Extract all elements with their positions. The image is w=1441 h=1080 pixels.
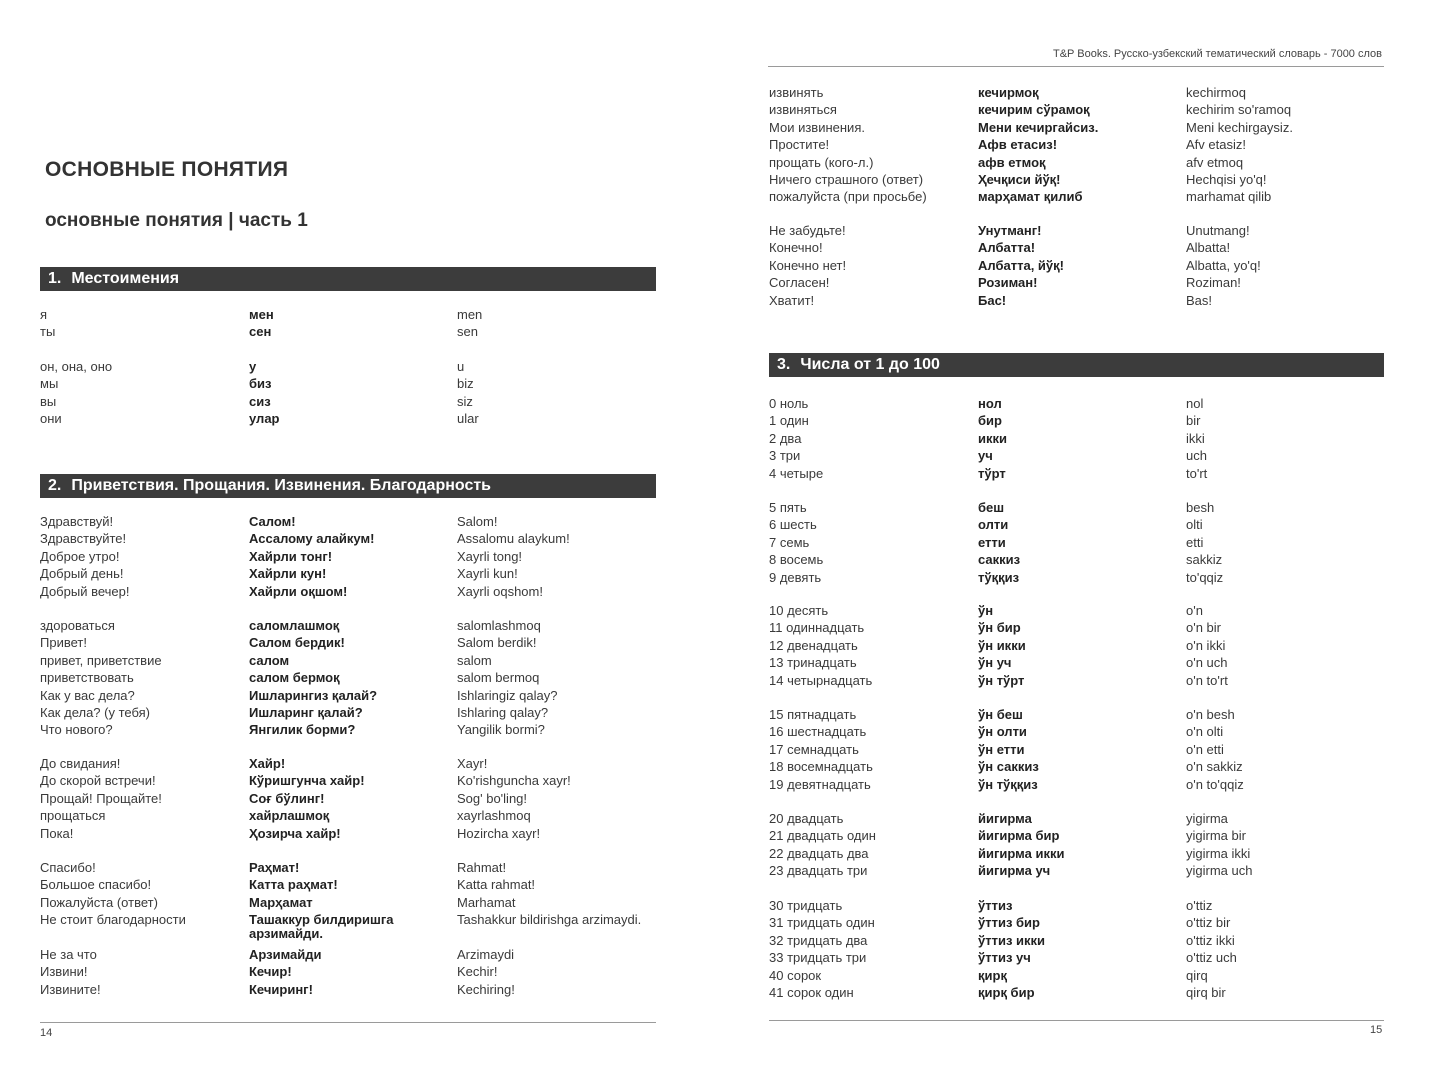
uzbek-latin-term: o'ttiz bir bbox=[1186, 915, 1231, 931]
uzbek-cyrillic-term: қирқ bbox=[978, 967, 1007, 983]
uzbek-cyrillic-term: ўн олти bbox=[978, 724, 1027, 740]
uzbek-latin-term: Kechiring! bbox=[457, 981, 515, 997]
uzbek-latin-term: Afv etasiz! bbox=[1186, 137, 1246, 153]
uzbek-latin-term: Ishlaringiz qalay? bbox=[457, 687, 558, 703]
uzbek-cyrillic-term: йигирма уч bbox=[978, 863, 1051, 879]
russian-term: Не стоит благодарности bbox=[40, 912, 186, 927]
russian-term: Пожалуйста (ответ) bbox=[40, 894, 158, 910]
uzbek-cyrillic-term: сен bbox=[249, 324, 272, 340]
russian-term: Здравствуй! bbox=[40, 514, 114, 529]
uzbek-latin-term: Roziman! bbox=[1186, 275, 1241, 291]
russian-term: ты bbox=[40, 324, 56, 340]
right-page bbox=[720, 0, 1441, 1080]
uzbek-cyrillic-term: Хайрли оқшом! bbox=[249, 583, 348, 599]
uzbek-latin-term: Albatta, yo'q! bbox=[1186, 257, 1261, 273]
uzbek-cyrillic-term: Ассалому алайкум! bbox=[249, 531, 375, 547]
uzbek-cyrillic-term: Розиман! bbox=[978, 275, 1038, 291]
uzbek-latin-term: Assalomu alaykum! bbox=[457, 531, 570, 547]
uzbek-cyrillic-term: олти bbox=[978, 517, 1009, 533]
uzbek-latin-term: marhamat qilib bbox=[1186, 189, 1272, 205]
russian-term: До скорой встречи! bbox=[40, 773, 156, 789]
uzbek-cyrillic-term: Албатта, йўқ! bbox=[978, 257, 1064, 273]
section-number: 2. bbox=[48, 477, 62, 494]
uzbek-latin-term: Salom! bbox=[457, 514, 498, 529]
uzbek-latin-term: bir bbox=[1186, 413, 1201, 429]
uzbek-latin-term: o'n bbox=[1186, 603, 1203, 618]
russian-term: Добрый день! bbox=[40, 566, 124, 582]
russian-term: здороваться bbox=[40, 618, 115, 633]
uzbek-cyrillic-term: хайрлашмоқ bbox=[249, 808, 330, 824]
uzbek-latin-term: Meni kechirgaysiz. bbox=[1186, 119, 1293, 135]
uzbek-latin-term: qirq bbox=[1186, 967, 1208, 983]
russian-term: 16 шестнадцать bbox=[769, 724, 867, 740]
header-rule bbox=[768, 66, 1384, 67]
uzbek-cyrillic-term: ўн бир bbox=[978, 620, 1021, 636]
russian-term: 4 четыре bbox=[769, 465, 824, 481]
uzbek-latin-term: Kechir! bbox=[457, 964, 498, 980]
russian-term: 19 девятнадцать bbox=[769, 776, 871, 792]
section-title: Местоимения bbox=[71, 270, 180, 287]
russian-term: 41 сорок один bbox=[769, 984, 854, 1000]
uzbek-latin-term: kechirim so'ramoq bbox=[1186, 102, 1292, 118]
russian-term: я bbox=[40, 307, 48, 322]
uzbek-latin-term: Xayrli kun! bbox=[457, 566, 518, 582]
uzbek-latin-term: yigirma ikki bbox=[1186, 845, 1251, 861]
uzbek-latin-term: xayrlashmoq bbox=[457, 808, 531, 824]
uzbek-latin-term: o'n besh bbox=[1186, 707, 1235, 722]
uzbek-cyrillic-term: ўн саккиз bbox=[978, 759, 1039, 775]
uzbek-cyrillic-term: кечирим сўрамоқ bbox=[978, 102, 1090, 118]
uzbek-cyrillic-term: ўттиз бир bbox=[978, 915, 1040, 931]
uzbek-cyrillic-term: ўн тўққиз bbox=[978, 776, 1038, 792]
uzbek-latin-term: Marhamat bbox=[457, 894, 516, 910]
russian-term: приветствовать bbox=[40, 670, 134, 686]
uzbek-latin-term: o'n sakkiz bbox=[1186, 759, 1243, 775]
uzbek-cyrillic-term: ўттиз уч bbox=[978, 950, 1031, 966]
uzbek-cyrillic-term: ўттиз икки bbox=[978, 932, 1046, 948]
russian-term: 33 тридцать три bbox=[769, 950, 867, 966]
russian-term: извинять bbox=[769, 85, 824, 100]
uzbek-cyrillic-term: марҳамат қилиб bbox=[978, 189, 1083, 205]
russian-term: Конечно нет! bbox=[769, 257, 847, 273]
uzbek-latin-term: o'n olti bbox=[1186, 724, 1224, 740]
uzbek-cyrillic-term: Хайрли кун! bbox=[249, 566, 327, 582]
uzbek-latin-term: Sog' bo'ling! bbox=[457, 790, 528, 806]
uzbek-cyrillic-term: етти bbox=[978, 534, 1006, 550]
uzbek-cyrillic-term: ўн bbox=[978, 603, 994, 618]
russian-term: 13 тринадцать bbox=[769, 655, 857, 671]
russian-term: Спасибо! bbox=[40, 860, 96, 875]
page-subtitle: основные понятия | часть 1 bbox=[45, 210, 308, 231]
uzbek-cyrillic-term: Кечир! bbox=[249, 964, 292, 980]
section-title: Числа от 1 до 100 bbox=[800, 356, 940, 373]
uzbek-latin-term: o'n to'rt bbox=[1186, 672, 1228, 688]
russian-term: Добрый вечер! bbox=[40, 583, 130, 599]
russian-term: Не за что bbox=[40, 947, 97, 962]
uzbek-cyrillic-term: икки bbox=[978, 430, 1007, 446]
uzbek-latin-term: yigirma uch bbox=[1186, 863, 1253, 879]
uzbek-cyrillic-term: тўрт bbox=[978, 465, 1006, 481]
uzbek-latin-term: o'n uch bbox=[1186, 655, 1228, 671]
left-page bbox=[0, 0, 720, 1080]
uzbek-cyrillic-term: ўн уч bbox=[978, 655, 1012, 671]
russian-term: 30 тридцать bbox=[769, 898, 843, 913]
russian-term: До свидания! bbox=[40, 756, 121, 771]
russian-term: Ничего страшного (ответ) bbox=[769, 171, 924, 187]
uzbek-cyrillic-term: тўққиз bbox=[978, 569, 1020, 585]
russian-term: Прощай! Прощайте! bbox=[40, 790, 162, 806]
uzbek-cyrillic-term: Бас! bbox=[978, 292, 1007, 308]
uzbek-latin-term: ular bbox=[457, 411, 479, 427]
uzbek-latin-term: Yangilik bormi? bbox=[457, 722, 545, 738]
uzbek-latin-term: o'ttiz ikki bbox=[1186, 932, 1235, 948]
russian-term: 5 пять bbox=[769, 500, 807, 515]
uzbek-cyrillic-term: биз bbox=[249, 376, 272, 392]
russian-term: 40 сорок bbox=[769, 967, 822, 983]
uzbek-latin-term: Hozircha xayr! bbox=[457, 825, 541, 841]
uzbek-latin-term: biz bbox=[457, 376, 474, 392]
uzbek-latin-term: o'ttiz bbox=[1186, 898, 1213, 913]
uzbek-latin-term: Arzimaydi bbox=[457, 947, 515, 962]
uzbek-cyrillic-term: йигирма бир bbox=[978, 828, 1060, 844]
uzbek-latin-term: Xayr! bbox=[457, 756, 488, 771]
russian-term: 2 два bbox=[769, 430, 802, 446]
uzbek-cyrillic-term: Ҳечқиси йўқ! bbox=[978, 171, 1061, 187]
russian-term: 6 шесть bbox=[769, 517, 817, 533]
section-1-header bbox=[40, 267, 656, 291]
russian-term: 7 семь bbox=[769, 534, 810, 550]
section-number: 3. bbox=[777, 356, 791, 373]
russian-term: 14 четырнадцать bbox=[769, 672, 873, 688]
uzbek-latin-term: Rahmat! bbox=[457, 860, 507, 875]
uzbek-cyrillic-term: Ишларингиз қалай? bbox=[249, 687, 378, 703]
uzbek-latin-term: Tashakkur bildirishga arzimaydi. bbox=[457, 912, 642, 927]
russian-term: прощаться bbox=[40, 808, 106, 824]
russian-term: Что нового? bbox=[40, 722, 113, 738]
page-number: 14 bbox=[40, 1027, 53, 1039]
russian-term: 32 тридцать два bbox=[769, 932, 868, 948]
russian-term: 0 ноль bbox=[769, 396, 809, 411]
uzbek-cyrillic-term: қирқ бир bbox=[978, 984, 1035, 1000]
uzbek-latin-term: men bbox=[457, 307, 483, 322]
section-2-header bbox=[40, 474, 656, 498]
uzbek-latin-term: salom bermoq bbox=[457, 670, 540, 686]
running-header: T&P Books. Русско-узбекский тематический словарь - 7000 слов bbox=[1053, 48, 1382, 60]
uzbek-latin-term: Ko'rishguncha xayr! bbox=[457, 773, 571, 789]
uzbek-cyrillic-term: мен bbox=[249, 307, 274, 322]
uzbek-cyrillic-term: уч bbox=[978, 448, 993, 464]
uzbek-cyrillic-term: Албатта! bbox=[978, 240, 1036, 256]
uzbek-cyrillic-term: Мени кечиргайсиз. bbox=[978, 119, 1099, 135]
uzbek-cyrillic-term: йигирма икки bbox=[978, 845, 1065, 861]
russian-term: прощать (кого-л.) bbox=[769, 154, 874, 170]
uzbek-latin-term: qirq bir bbox=[1186, 984, 1226, 1000]
uzbek-latin-term: Bas! bbox=[1186, 292, 1213, 308]
section-3-header bbox=[769, 353, 1384, 377]
uzbek-cyrillic-term: саккиз bbox=[978, 552, 1021, 568]
russian-term: Не забудьте! bbox=[769, 223, 846, 238]
uzbek-cyrillic-term: ўн икки bbox=[978, 637, 1026, 653]
russian-term: Привет! bbox=[40, 635, 87, 651]
russian-term: Простите! bbox=[769, 137, 830, 153]
uzbek-cyrillic-term: Ташаккур билдиришга арзимайди. bbox=[249, 912, 394, 941]
russian-term: пожалуйста (при просьбе) bbox=[769, 189, 927, 205]
russian-term: 20 двадцать bbox=[769, 811, 844, 826]
russian-term: 10 десять bbox=[769, 603, 829, 618]
uzbek-latin-term: kechirmoq bbox=[1186, 85, 1246, 100]
russian-term: Мои извинения. bbox=[769, 119, 865, 135]
page-number: 15 bbox=[1370, 1024, 1383, 1036]
russian-term: 21 двадцать один bbox=[769, 828, 876, 844]
page-title: ОСНОВНЫЕ ПОНЯТИЯ bbox=[45, 158, 289, 181]
uzbek-cyrillic-term: Ишларинг қалай? bbox=[249, 704, 363, 720]
uzbek-latin-term: besh bbox=[1186, 500, 1215, 515]
uzbek-cyrillic-term: Унутманг! bbox=[978, 223, 1042, 238]
uzbek-cyrillic-term: ўттиз bbox=[978, 898, 1013, 913]
uzbek-cyrillic-term: Арзимайди bbox=[249, 947, 322, 962]
footer-rule bbox=[769, 1020, 1384, 1021]
russian-term: вы bbox=[40, 393, 57, 409]
russian-term: 1 один bbox=[769, 413, 809, 429]
uzbek-cyrillic-term: ўн беш bbox=[978, 707, 1023, 722]
uzbek-cyrillic-term: у bbox=[249, 359, 257, 374]
uzbek-cyrillic-term: беш bbox=[978, 500, 1005, 515]
uzbek-cyrillic-term: сиз bbox=[249, 393, 271, 409]
uzbek-cyrillic-term: Янгилик борми? bbox=[249, 722, 356, 738]
uzbek-latin-term: to'qqiz bbox=[1186, 569, 1224, 585]
uzbek-cyrillic-term: Хайрли тонг! bbox=[249, 548, 333, 564]
russian-term: 9 девять bbox=[769, 569, 822, 585]
uzbek-cyrillic-term: салом бермоқ bbox=[249, 670, 340, 686]
uzbek-latin-term: Salom berdik! bbox=[457, 635, 537, 651]
uzbek-latin-term: Albatta! bbox=[1186, 240, 1231, 256]
uzbek-cyrillic-term: Кўришгунча хайр! bbox=[249, 773, 365, 789]
uzbek-latin-term: Unutmang! bbox=[1186, 223, 1250, 238]
russian-term: Пока! bbox=[40, 825, 74, 841]
uzbek-cyrillic-term: Салом бердик! bbox=[249, 635, 345, 651]
uzbek-cyrillic-term: улар bbox=[249, 411, 280, 427]
uzbek-latin-term: siz bbox=[457, 393, 473, 409]
uzbek-cyrillic-term: бир bbox=[978, 413, 1002, 429]
uzbek-latin-term: uch bbox=[1186, 448, 1207, 464]
russian-term: 11 одиннадцать bbox=[769, 620, 865, 636]
russian-term: 18 восемнадцать bbox=[769, 759, 873, 775]
russian-term: Извини! bbox=[40, 964, 88, 980]
uzbek-latin-term: o'n bir bbox=[1186, 620, 1222, 636]
russian-term: Извините! bbox=[40, 981, 101, 997]
russian-term: Как у вас дела? bbox=[40, 687, 135, 703]
uzbek-cyrillic-term: саломлашмоқ bbox=[249, 618, 340, 633]
uzbek-latin-term: o'ttiz uch bbox=[1186, 950, 1237, 966]
uzbek-cyrillic-term: Марҳамат bbox=[249, 894, 313, 910]
russian-term: Как дела? (у тебя) bbox=[40, 704, 151, 720]
uzbek-latin-term: u bbox=[457, 359, 465, 374]
uzbek-latin-term: Hechqisi yo'q! bbox=[1186, 171, 1267, 187]
uzbek-latin-term: nol bbox=[1186, 396, 1204, 411]
russian-term: Согласен! bbox=[769, 275, 830, 291]
russian-term: 8 восемь bbox=[769, 552, 824, 568]
russian-term: 17 семнадцать bbox=[769, 741, 859, 757]
uzbek-latin-term: sakkiz bbox=[1186, 552, 1223, 568]
uzbek-cyrillic-term: Соғ бўлинг! bbox=[249, 790, 325, 806]
russian-term: 3 три bbox=[769, 448, 801, 464]
russian-term: Большое спасибо! bbox=[40, 877, 152, 893]
uzbek-latin-term: o'n ikki bbox=[1186, 637, 1226, 653]
uzbek-cyrillic-term: йигирма bbox=[978, 811, 1032, 826]
russian-term: 12 двенадцать bbox=[769, 637, 858, 653]
russian-term: 22 двадцать два bbox=[769, 845, 869, 861]
russian-term: он, она, оно bbox=[40, 359, 113, 374]
uzbek-latin-term: Katta rahmat! bbox=[457, 877, 536, 893]
uzbek-cyrillic-term: ўн тўрт bbox=[978, 672, 1025, 688]
uzbek-cyrillic-term: Ҳозирча хайр! bbox=[249, 825, 341, 841]
russian-term: 23 двадцать три bbox=[769, 863, 868, 879]
uzbek-cyrillic-term: Катта раҳмат! bbox=[249, 877, 338, 893]
uzbek-latin-term: afv etmoq bbox=[1186, 154, 1244, 170]
uzbek-cyrillic-term: нол bbox=[978, 396, 1002, 411]
uzbek-cyrillic-term: Кечиринг! bbox=[249, 981, 313, 997]
uzbek-latin-term: ikki bbox=[1186, 430, 1205, 446]
russian-term: 31 тридцать один bbox=[769, 915, 875, 931]
uzbek-latin-term: yigirma bir bbox=[1186, 828, 1246, 844]
uzbek-cyrillic-term: кечирмоқ bbox=[978, 85, 1039, 100]
uzbek-cyrillic-term: Раҳмат! bbox=[249, 860, 300, 875]
russian-term: Конечно! bbox=[769, 240, 823, 256]
uzbek-latin-term: yigirma bbox=[1186, 811, 1228, 826]
uzbek-cyrillic-term: ўн етти bbox=[978, 741, 1025, 757]
russian-term: Здравствуйте! bbox=[40, 531, 127, 547]
uzbek-latin-term: olti bbox=[1186, 517, 1203, 533]
uzbek-latin-term: Ishlaring qalay? bbox=[457, 704, 549, 720]
uzbek-latin-term: salom bbox=[457, 652, 492, 668]
russian-term: Хватит! bbox=[769, 292, 815, 308]
uzbek-latin-term: etti bbox=[1186, 534, 1204, 550]
russian-term: они bbox=[40, 411, 62, 427]
russian-term: 15 пятнадцать bbox=[769, 707, 857, 722]
russian-term: извиняться bbox=[769, 102, 837, 118]
russian-term: привет, приветствие bbox=[40, 652, 162, 668]
uzbek-cyrillic-term: афв етмоқ bbox=[978, 154, 1046, 170]
russian-term: мы bbox=[40, 376, 59, 392]
uzbek-latin-term: o'n etti bbox=[1186, 741, 1224, 757]
section-number: 1. bbox=[48, 270, 62, 287]
russian-term: Доброе утро! bbox=[40, 548, 120, 564]
footer-rule bbox=[40, 1022, 656, 1023]
uzbek-cyrillic-term: Хайр! bbox=[249, 756, 286, 771]
uzbek-latin-term: o'n to'qqiz bbox=[1186, 776, 1244, 792]
uzbek-latin-term: salomlashmoq bbox=[457, 618, 541, 633]
uzbek-cyrillic-term: Афв етасиз! bbox=[978, 137, 1058, 153]
uzbek-latin-term: Xayrli tong! bbox=[457, 548, 523, 564]
uzbek-latin-term: sen bbox=[457, 324, 478, 340]
uzbek-latin-term: Xayrli oqshom! bbox=[457, 583, 543, 599]
uzbek-cyrillic-term: Салом! bbox=[249, 514, 296, 529]
uzbek-cyrillic-term: салом bbox=[249, 652, 290, 668]
section-title: Приветствия. Прощания. Извинения. Благодарность bbox=[71, 477, 492, 494]
uzbek-latin-term: to'rt bbox=[1186, 465, 1208, 481]
